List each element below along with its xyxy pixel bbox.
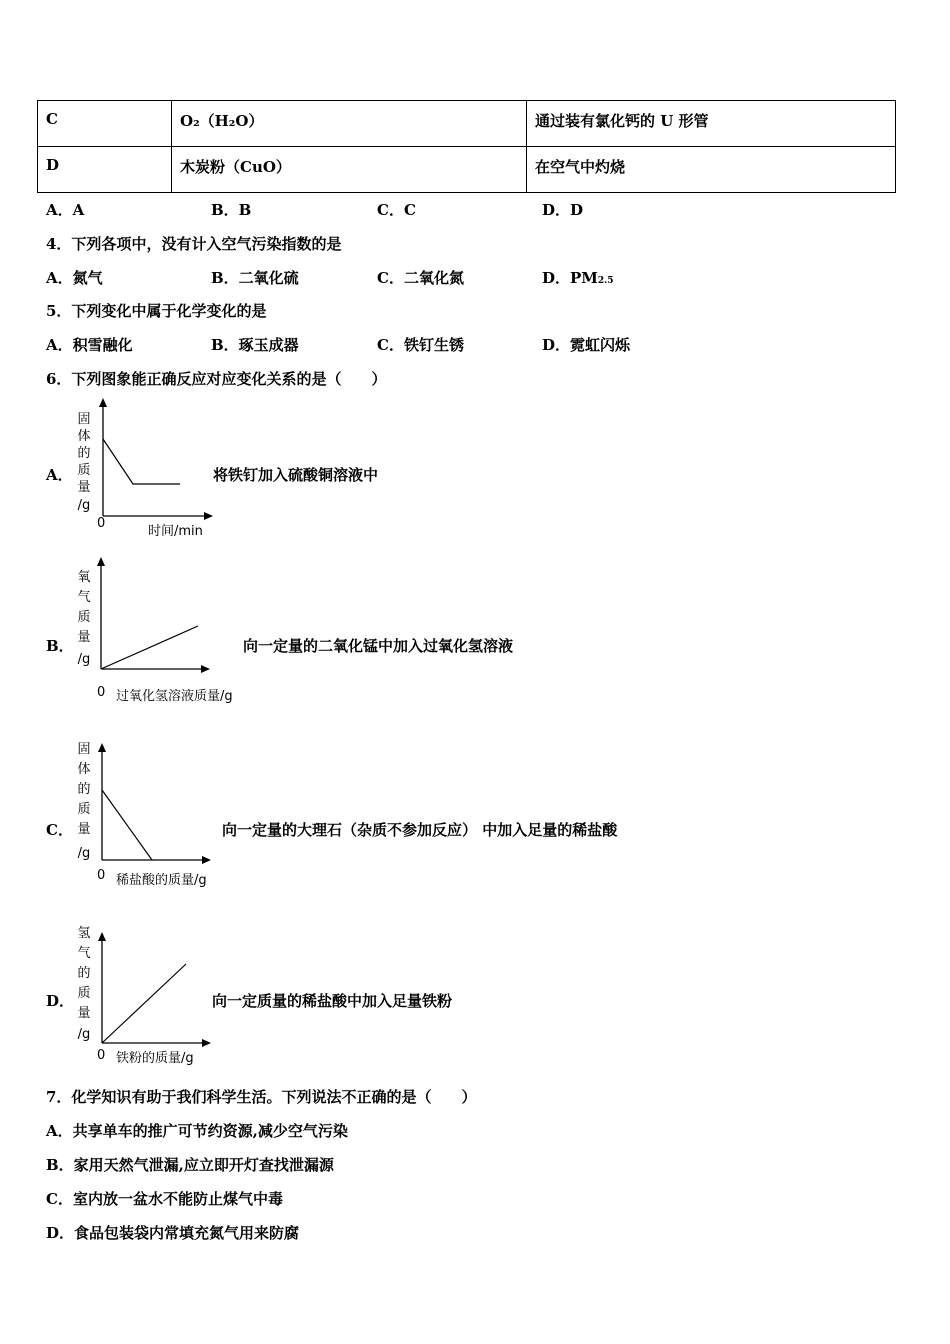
- ylabel-char: 质: [77, 986, 91, 1001]
- ylabel-char: 体: [77, 429, 91, 444]
- q4-option-b: B．二氧化硫: [211, 269, 299, 287]
- q5-option-a: A．积雪融化: [46, 336, 133, 354]
- q6-option-c-letter: C．: [46, 821, 73, 839]
- ylabel-char: 固: [77, 742, 91, 757]
- graph-b-xlabel: 过氧化氢溶液质量/g: [116, 689, 233, 704]
- x-axis-arrow-icon: [202, 1039, 211, 1047]
- data-line: [101, 626, 198, 669]
- ylabel-char: 量: [77, 1006, 91, 1021]
- q4-option-d-subscript: 2.5: [597, 276, 614, 286]
- graph-a-origin: 0: [97, 516, 106, 531]
- graph-d-origin: 0: [97, 1048, 106, 1063]
- table-cell: 在空气中灼烧: [527, 147, 896, 193]
- q5-option-b: B．琢玉成器: [211, 336, 299, 354]
- q5-stem: 5．下列变化中属于化学变化的是: [46, 302, 267, 320]
- y-axis-arrow-icon: [98, 743, 106, 752]
- q3-option-a: A．A: [46, 201, 85, 219]
- graph-d-xlabel: 铁粉的质量/g: [116, 1051, 194, 1066]
- x-axis-arrow-icon: [202, 856, 211, 864]
- q4-option-d-text: D．PM: [542, 269, 598, 287]
- data-line: [102, 964, 186, 1043]
- ylabel-char: 质: [77, 463, 91, 478]
- q4-option-a: A．氮气: [46, 269, 103, 287]
- table-row: [38, 147, 896, 193]
- ylabel-char: 量: [77, 822, 91, 837]
- q7-option-c: C．室内放一盆水不能防止煤气中毒: [46, 1190, 283, 1208]
- graph-b-plot: [94, 557, 214, 672]
- ylabel-char: /g: [77, 498, 91, 513]
- graph-d-desc: 向一定质量的稀盐酸中加入足量铁粉: [212, 992, 453, 1010]
- ylabel-char: 的: [77, 966, 91, 981]
- x-axis-arrow-icon: [204, 512, 213, 520]
- q5-option-d: D．霓虹闪烁: [542, 336, 631, 354]
- graph-c-xlabel: 稀盐酸的质量/g: [116, 873, 207, 888]
- q3-option-c: C．C: [377, 201, 416, 219]
- ylabel-char: /g: [77, 652, 91, 667]
- q3-option-d: D．D: [542, 201, 584, 219]
- graph-d-plot: [95, 932, 215, 1047]
- ylabel-char: 氢: [77, 926, 91, 941]
- ylabel-char: 量: [77, 480, 91, 495]
- y-axis-arrow-icon: [97, 557, 105, 566]
- q7-stem: 7．化学知识有助于我们科学生活。下列说法不正确的是（ ）: [46, 1088, 477, 1106]
- q5-option-c: C．铁钉生锈: [377, 336, 464, 354]
- ylabel-char: 的: [77, 782, 91, 797]
- table-cell: D: [38, 147, 172, 193]
- graph-a-plot: [95, 398, 215, 523]
- q6-option-b-letter: B．: [46, 637, 74, 655]
- q4-stem: 4．下列各项中，没有计入空气污染指数的是: [46, 235, 342, 253]
- graph-a-desc: 将铁钉加入硫酸铜溶液中: [213, 466, 379, 484]
- table-row: [38, 101, 896, 147]
- y-axis-arrow-icon: [98, 932, 106, 941]
- q7-option-d: D．食品包装袋内常填充氮气用来防腐: [46, 1224, 300, 1242]
- q7-option-b: B．家用天然气泄漏,应立即开灯查找泄漏源: [46, 1156, 334, 1174]
- data-line: [102, 790, 152, 860]
- q7-option-a: A．共享单车的推广可节约资源,减少空气污染: [46, 1122, 348, 1140]
- ylabel-char: 量: [77, 630, 91, 645]
- graph-b-desc: 向一定量的二氧化锰中加入过氧化氢溶液: [243, 637, 514, 655]
- ylabel-char: /g: [77, 1027, 91, 1042]
- table-cell: C: [38, 101, 172, 147]
- data-line: [103, 439, 180, 484]
- x-axis-arrow-icon: [201, 665, 210, 673]
- ylabel-char: 固: [77, 412, 91, 427]
- graph-c-desc: 向一定量的大理石（杂质不参加反应） 中加入足量的稀盐酸: [222, 821, 618, 839]
- q6-stem: 6．下列图象能正确反应对应变化关系的是（ ）: [46, 370, 387, 388]
- ylabel-char: 气: [77, 590, 91, 605]
- graph-a-xlabel: 时间/min: [148, 524, 203, 539]
- answer-table: [37, 100, 896, 193]
- table-cell: 通过装有氯化钙的 U 形管: [527, 101, 896, 147]
- graph-b-origin: 0: [97, 685, 106, 700]
- ylabel-char: 体: [77, 762, 91, 777]
- ylabel-char: 质: [77, 610, 91, 625]
- q4-option-d: [542, 267, 614, 288]
- ylabel-char: 氧: [77, 570, 91, 585]
- graph-c-origin: 0: [97, 868, 106, 883]
- ylabel-char: 气: [77, 946, 91, 961]
- q3-option-b: B．B: [211, 201, 252, 219]
- ylabel-char: 质: [77, 802, 91, 817]
- q6-option-a-letter: A．: [46, 466, 73, 484]
- table-cell: 木炭粉（CuO）: [172, 147, 527, 193]
- ylabel-char: /g: [77, 846, 91, 861]
- ylabel-char: 的: [77, 446, 91, 461]
- q4-option-c: C．二氧化氮: [377, 269, 464, 287]
- q6-option-d-letter: D．: [46, 992, 75, 1010]
- y-axis-arrow-icon: [99, 398, 107, 407]
- graph-c-plot: [95, 743, 215, 863]
- table-cell: O₂（H₂O）: [172, 101, 527, 147]
